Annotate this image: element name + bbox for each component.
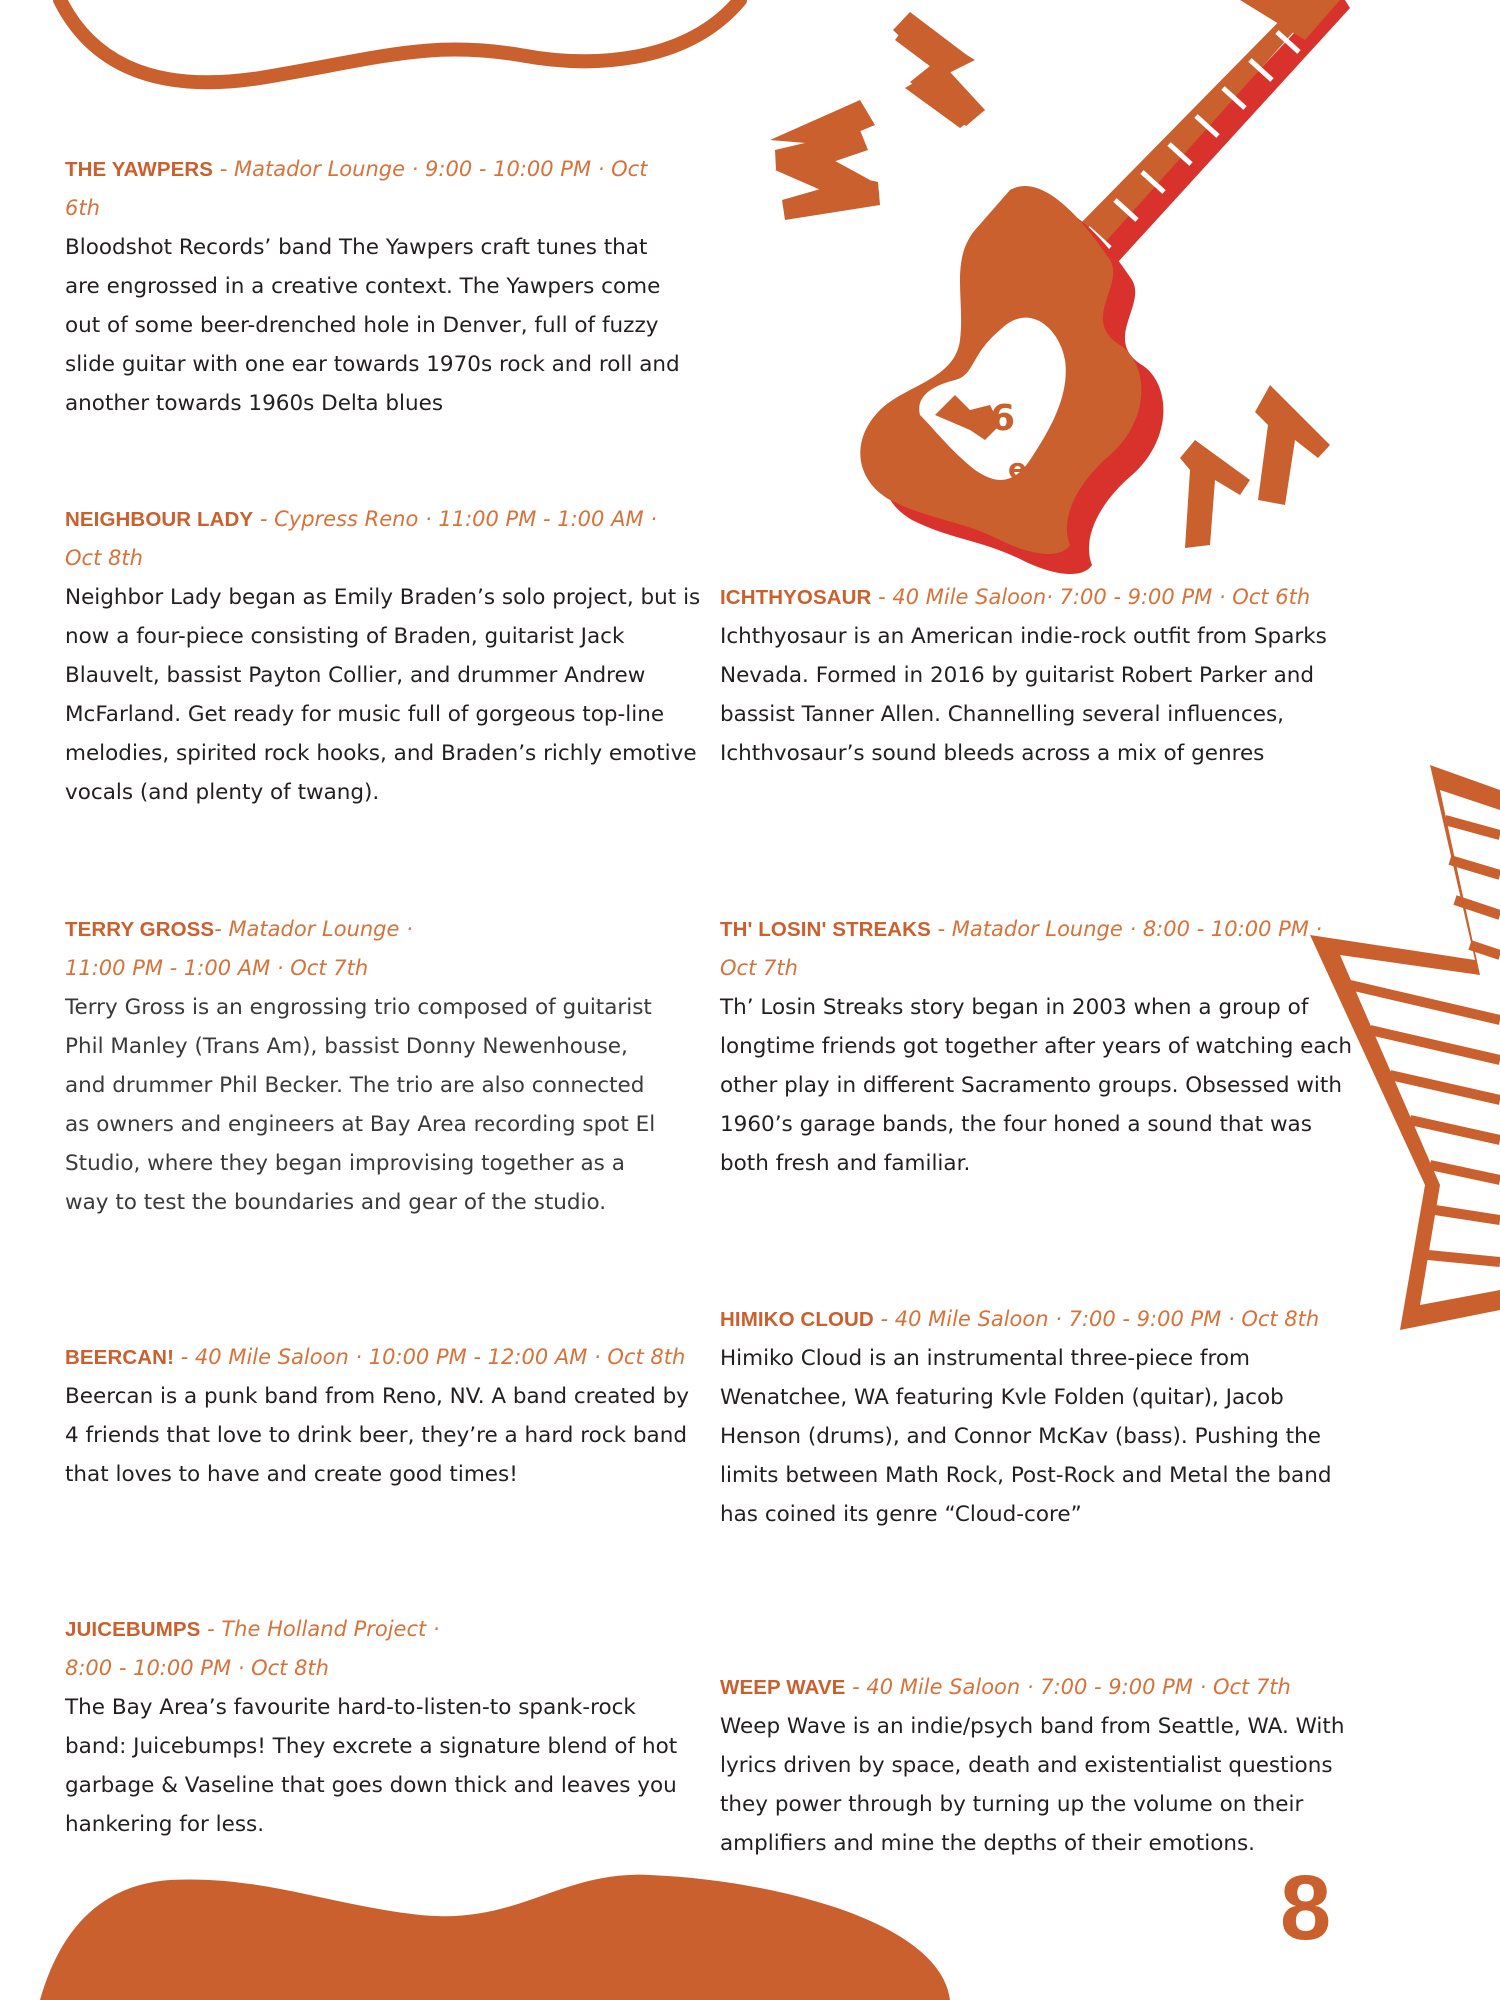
event-meta: - Matador Lounge · 9:00 - 10:00 PM · Oct 6th bbox=[65, 157, 648, 220]
entry-header bbox=[65, 1338, 695, 1377]
band-entry-weep-wave bbox=[720, 1668, 1350, 1863]
entry-header bbox=[720, 1300, 1360, 1339]
entry-header bbox=[65, 910, 445, 988]
band-entry-juicebumps bbox=[65, 1610, 700, 1844]
svg-text:e: e bbox=[1008, 452, 1027, 485]
band-description: Weep Wave is an indie/psych band from Seattle, WA. With lyrics driven by space, death and existentialist questions they power through by turning up the volume on their amplifiers and mine the depths of their emotions. bbox=[720, 1714, 1345, 1856]
band-entry-ichthyosaur bbox=[720, 578, 1360, 773]
band-entry-neighbour-lady bbox=[65, 500, 705, 812]
event-meta: - 40 Mile Saloon · 7:00 - 9:00 PM · Oct 8th bbox=[873, 1307, 1320, 1331]
event-meta: - Matador Lounge · 8:00 - 10:00 PM · Oct 7th bbox=[720, 917, 1323, 980]
event-meta: - 40 Mile Saloon· 7:00 - 9:00 PM · Oct 6th bbox=[871, 585, 1311, 609]
event-meta: - The Holland Project · 8:00 - 10:00 PM · Oct 8th bbox=[65, 1617, 440, 1680]
svg-text:6: 6 bbox=[990, 398, 1016, 439]
band-description: Ichthyosaur is an American indie-rock outfit from Sparks Nevada. Formed in 2016 by guitarist Robert Parker and bassist Tanner Allen. Channelling several influences, Ichthvosaur’s sound bleeds across a mix of genres bbox=[720, 624, 1327, 766]
band-description: Beercan is a punk band from Reno, NV. A band created by 4 friends that love to drink beer, they’re a hard rock band that loves to have and create good times! bbox=[65, 1384, 689, 1487]
entry-header bbox=[65, 1610, 445, 1688]
band-name: TERRY GROSS bbox=[65, 918, 215, 941]
zz-right-icon bbox=[1180, 385, 1330, 548]
event-meta: - Matador Lounge · 11:00 PM - 1:00 AM · Oct 7th bbox=[65, 917, 413, 980]
event-meta: - 40 Mile Saloon · 7:00 - 9:00 PM · Oct 7th bbox=[845, 1675, 1291, 1699]
entry-header bbox=[720, 578, 1360, 617]
band-description: Terry Gross is an engrossing trio composed of guitarist Phil Manley (Trans Am), bassist Donny Newenhouse, and drummer Phil Becker. The trio are also connected as owners and engineers at Bay Area recording spot El Studio, where they began improvising together as a way to test the boundaries and gear of the studio. bbox=[65, 995, 656, 1215]
band-name: TH' LOSIN' STREAKS bbox=[720, 918, 931, 941]
band-name: THE YAWPERS bbox=[65, 158, 214, 181]
band-name: JUICEBUMPS bbox=[65, 1618, 201, 1641]
band-description: Himiko Cloud is an instrumental three-piece from Wenatchee, WA featuring Kvle Folden (quitar), Jacob Henson (drums), and Connor McKav (bass). Pushing the limits between Math Rock, Post-Rock and Metal the band has coined its genre “Cloud-core” bbox=[720, 1346, 1332, 1527]
band-entry-th-losin-streaks bbox=[720, 910, 1360, 1183]
band-description: Th’ Losin Streaks story began in 2003 when a group of longtime friends got together after years of watching each other play in different Sacramento groups. Obsessed with 1960’s garage bands, the four honed a sound that was both fresh and familiar. bbox=[720, 995, 1353, 1176]
band-name: BEERCAN! bbox=[65, 1346, 174, 1369]
wavy-blob-icon bbox=[40, 1875, 950, 2000]
event-meta: - 40 Mile Saloon · 10:00 PM - 12:00 AM · Oct 8th bbox=[174, 1345, 686, 1369]
page-number: 8 bbox=[1280, 1857, 1332, 1959]
band-entry-himiko-cloud bbox=[720, 1300, 1360, 1534]
entry-header bbox=[65, 150, 685, 228]
band-name: ICHTHYOSAUR bbox=[720, 586, 872, 609]
band-description: The Bay Area’s favourite hard-to-listen-to spank-rock band: Juicebumps! They excrete a signature blend of hot garbage & Vaseline that goes down thick and leaves you hankering for less. bbox=[65, 1695, 678, 1837]
band-name: NEIGHBOUR LADY bbox=[65, 508, 254, 531]
event-meta: - Cypress Reno · 11:00 PM - 1:00 AM · Oct 8th bbox=[65, 507, 657, 570]
band-description: Neighbor Lady began as Emily Braden’s solo project, but is now a four-piece consisting of Braden, guitarist Jack Blauvelt, bassist Payton Collier, and drummer Andrew McFarland. Get ready for music full of gorgeous top-line melodies, spirited rock hooks, and Braden’s richly emotive vocals (and plenty of twang). bbox=[65, 585, 701, 805]
band-description: Bloodshot Records’ band The Yawpers craft tunes that are engrossed in a creative context. The Yawpers come out of some beer-drenched hole in Denver, full of fuzzy slide guitar with one ear towards 1970s rock and roll and another towards 1960s Delta blues bbox=[65, 235, 680, 416]
wavy-line-icon bbox=[60, 0, 740, 82]
band-entry-terry-gross bbox=[65, 910, 675, 1222]
entry-header bbox=[65, 500, 665, 578]
band-name: WEEP WAVE bbox=[720, 1676, 846, 1699]
band-name: HIMIKO CLOUD bbox=[720, 1308, 874, 1331]
band-entry-beercan bbox=[65, 1338, 695, 1494]
entry-header bbox=[720, 910, 1330, 988]
entry-header bbox=[720, 1668, 1350, 1707]
band-entry-the-yawpers bbox=[65, 150, 685, 423]
